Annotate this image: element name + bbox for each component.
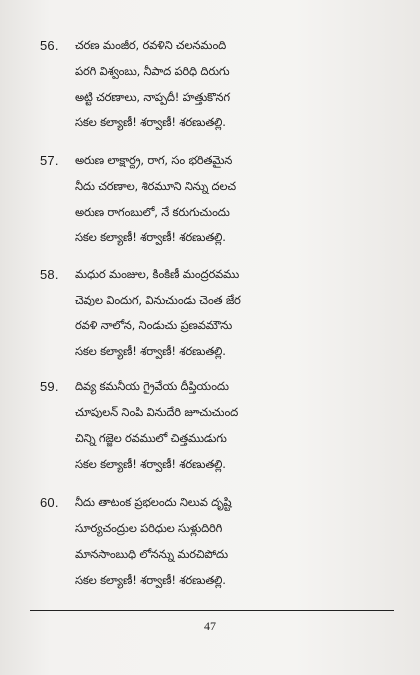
verse-line: అరుణ రాగంబులో, నే కరుగుచుందు xyxy=(75,205,230,219)
verse-line: చరణ మంజీర, రవళిని చలనమంది xyxy=(75,38,227,52)
verse-line: దివ్య కమనీయ గ్రైవేయ దీప్తియందు xyxy=(75,379,229,393)
verse-number: 59. xyxy=(40,379,59,394)
verse-number: 60. xyxy=(40,495,59,510)
verse-line: చూపులన్ నింపి వినుదేరి జూచుచుంద xyxy=(75,405,239,419)
verse-line: నీదు చరణాల, శిరమూని నిన్ను దలచ xyxy=(75,179,236,193)
verse-line: సకల కల్యాణీ! శర్వాణీ! శరణుతల్లి. xyxy=(75,457,226,471)
verse-line: రవళి నాలోన, నిండుచు ప్రణవమౌను xyxy=(75,318,233,332)
verse-number: 58. xyxy=(40,267,59,282)
verse-line: సూర్యచంద్రుల పరిధుల సుళ్లుదిరిగి xyxy=(75,521,223,535)
verse-number: 57. xyxy=(40,153,59,168)
verse-line: అట్టి చరణాలు, నాప్పదీ! హత్తుకొనగ xyxy=(75,90,230,104)
verse-line: అరుణ లాక్షార్ద్ర, రాగ, సం భరితమైన xyxy=(75,153,233,167)
page-number: 47 xyxy=(204,619,216,633)
verse-line: చెవుల విందుగ, వినుచుండు చెంత జేర xyxy=(75,293,241,307)
verse-number: 56. xyxy=(40,38,59,53)
verse-line: సకల కల్యాణీ! శర్వాణీ! శరణుతల్లి. xyxy=(75,230,226,244)
footer-divider xyxy=(30,610,394,611)
verse-line: సకల కల్యాణీ! శర్వాణీ! శరణుతల్లి. xyxy=(75,344,226,358)
verse-line: చిన్ని గజ్జెల రవములో చిత్తముడుగు xyxy=(75,431,227,445)
verse-line: మానసాంబుధి లోనన్ను మరచిపోదు xyxy=(75,547,228,561)
verse-line: నీదు తాటంక ప్రభలందు నిలువ దృష్టి xyxy=(75,495,232,509)
verse-line: పరగి విశ్వంబు, నీపాద పరిధి దిరుగు xyxy=(75,64,230,78)
verse-line: సకల కల్యాణీ! శర్వాణీ! శరణుతల్లి. xyxy=(75,573,226,587)
verse-line: సకల కల్యాణీ! శర్వాణీ! శరణుతల్లి. xyxy=(75,115,226,129)
verse-line: మధుర మంజుల, కింకిణీ మంద్రరవము xyxy=(75,267,239,281)
